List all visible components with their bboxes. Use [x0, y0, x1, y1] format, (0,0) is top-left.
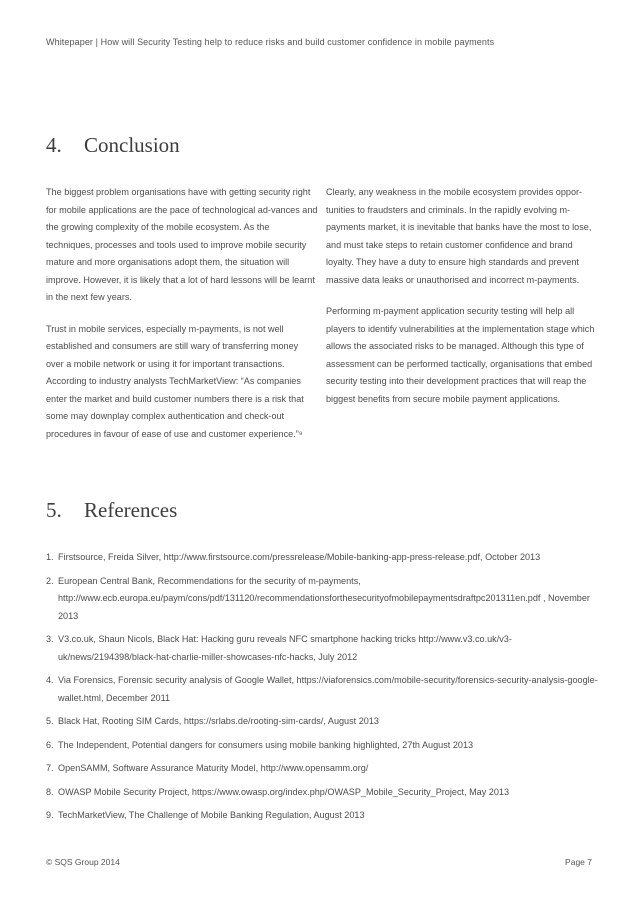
paragraph: Performing m-payment application security testing will help all players to identify vulnerabilities at the implementation stage which allows the associated risks to be managed. Although this type of assessment can be performed tactically, organisations that embed security testing into their development practices that will reap the biggest benefits from secure mobile payment applications.	[326, 306, 595, 404]
reference-item: 1. Firstsource, Freida Silver, http://www.firstsource.com/pressrelease/Mobile-banking-app-press-release.pdf, October 2013	[46, 552, 541, 562]
reference-item: 2. European Central Bank, Recommendations for the security of m-payments, http://www.ecb.europa.eu/paym/cons/pdf/131120/recommendationsforthesecurityofmobilepaymentsdraftpc201311en.pdf , November 2013	[46, 575, 590, 621]
reference-item: 4. Via Forensics, Forensic security analysis of Google Wallet, https://viaforensics.com/mobile-security/forensics-security-analysis-google-wallet.html, December 2011	[46, 675, 598, 703]
footer-copyright: © SQS Group 2014	[46, 857, 120, 867]
reference-item: 6. The Independent, Potential dangers for consumers using mobile banking highlighted, 27th August 2013	[46, 739, 474, 750]
reference-item: 7. OpenSAMM, Software Assurance Maturity Model, http://www.opensamm.org/	[46, 763, 369, 773]
conclusion-right-column	[326, 184, 598, 422]
conclusion-left-column	[46, 184, 318, 457]
paragraph: Trust in mobile services, especially m-payments, is not well established and consumers are still wary of transferring money over a mobile network or using it for important transactions. According to industry analysts TechMarketView: “As companies enter the market and build customer numbers there is a risk that some may downplay complex authentication and check-out procedures in favour of ease of use and customer experience.”⁹	[46, 323, 304, 439]
page-header: Whitepaper | How will Security Testing help to reduce risks and build customer confidence in mobile payments	[46, 37, 495, 47]
references-list	[46, 549, 606, 831]
paragraph: The biggest problem organisations have with getting security right for mobile applications are the pace of technological ad-vances and the growing complexity of the mobile ecosystem. As the techniques, processes and tools used to improve mobile security mature and more organisations adopt them, the situation will improve. However, it is likely that a lot of hard lessons will be learnt in the next few years.	[46, 187, 318, 302]
references-heading	[46, 498, 177, 523]
reference-item: 5. Black Hat, Rooting SIM Cards, https://srlabs.de/rooting-sim-cards/, August 2013	[46, 716, 379, 726]
reference-item: 8. OWASP Mobile Security Project, https://www.owasp.org/index.php/OWASP_Mobile_Security_Project, May 2013	[46, 786, 510, 797]
conclusion-heading	[46, 133, 180, 158]
section-number: 4.	[46, 133, 62, 157]
reference-item: 9. TechMarketView, The Challenge of Mobile Banking Regulation, August 2013	[46, 810, 365, 820]
reference-item: 3. V3.co.uk, Shaun Nicols, Black Hat: Hacking guru reveals NFC smartphone hacking tricks http://www.v3.co.uk/v3-uk/news/2194398/black-hat-charlie-miller-showcases-nfc-hacks, July 2012	[46, 634, 512, 662]
paragraph: Clearly, any weakness in the mobile ecosystem provides oppor-tunities to fraudsters and criminals. In the rapidly evolving m-payments market, it is inevitable that banks have the most to lose, and must take steps to retain customer confidence and brand loyalty. They have a duty to ensure high standards and prevent massive data leaks or unauthorised and incorrect m-payments.	[326, 187, 592, 285]
section-title: References	[84, 498, 178, 522]
footer-page-number: Page 7	[565, 857, 592, 867]
section-title: Conclusion	[84, 133, 180, 157]
section-number: 5.	[46, 498, 62, 522]
